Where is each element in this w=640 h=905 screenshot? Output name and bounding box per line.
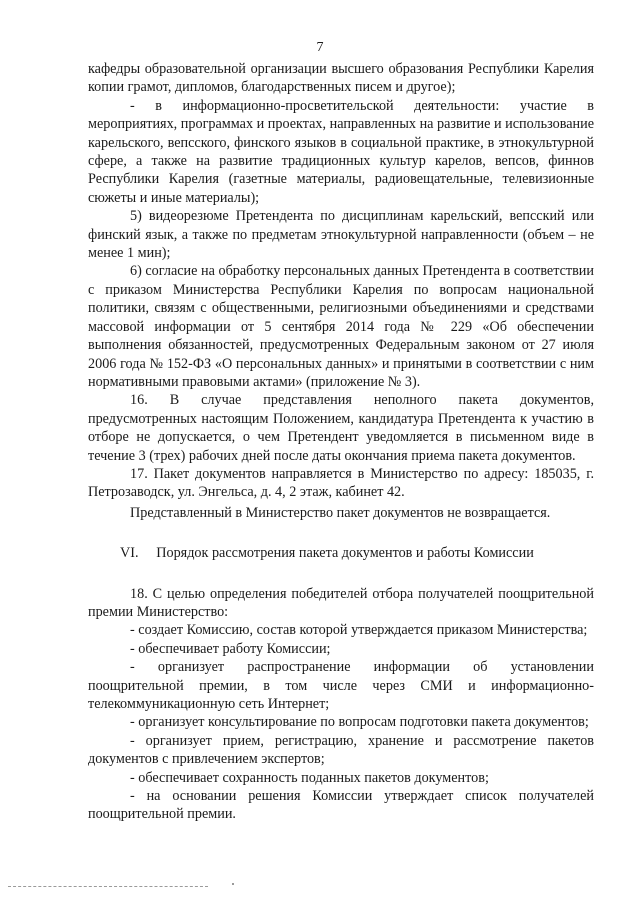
- paragraph-16: 16. В случае представления неполного пакета документов, предусмотренных настоящим Положением, кандидатура Претендента к участию в отборе не допускается, о чем Претендент уведомляется в письменном виде в течение 3 (трех) рабочих дней после даты окончания приема пакета документов.: [88, 392, 594, 464]
- paragraph-continuation: кафедры образовательной организации высшего образования Республики Карелия копии грамот, дипломов, благодарственных писем и другое);: [88, 61, 594, 96]
- paragraph-info-activity: - в информационно-просветительской деятельности: участие в мероприятиях, программах и проектах, направленных на развитие и использование карельского, вепсского, финского языков в социальной практике, в этнокультурной сфере, а также на развитие традиционных культур карелов, вепсов, финнов Республики Карелия (газетные материалы, радиовещательные, телевизионные сюжеты и иные материалы);: [88, 97, 594, 206]
- paragraph-not-returned: Представленный в Министерство пакет документов не возвращается.: [130, 504, 551, 521]
- scan-edge-mark: [232, 883, 234, 885]
- paragraph-18: 18. С целью определения победителей отбора получателей поощрительной премии Министерство:: [88, 585, 594, 620]
- document-body: [88, 60, 594, 824]
- list-item-reception: - организует прием, регистрацию, хранение и рассмотрение пакетов документов с привлечением экспертов;: [88, 732, 594, 768]
- list-item-consulting: - организует консультирование по вопросам подготовки пакета документов;: [130, 714, 589, 731]
- list-item-create-commission: - создает Комиссию, состав которой утверждается приказом Министерства;: [130, 622, 588, 639]
- list-item-safekeeping: - обеспечивает сохранность поданных пакетов документов;: [130, 769, 489, 786]
- list-item-ensure-work: - обеспечивает работу Комиссии;: [130, 640, 331, 657]
- paragraph-17: 17. Пакет документов направляется в Министерство по адресу: 185035, г. Петрозаводск, ул. Энгельса, д. 4, 2 этаж, кабинет 42.: [88, 465, 594, 501]
- paragraph-item-6: 6) согласие на обработку персональных данных Претендента в соответствии с приказом Министерства Республики Карелия по вопросам национальной политики, связям с общественными, религиозными объединениями и средствами массовой информации от 5 сентября 2014 года № 229 «Об обеспечении выполнения обязанностей, предусмотренных Федеральным законом от 27 июля 2006 года № 152-ФЗ «О персональных данных» и принятыми в соответствии с ним нормативными правовыми актами» (приложение № 3).: [88, 263, 594, 390]
- paragraph-item-5: 5) видеорезюме Претендента по дисциплинам карельский, вепсский или финский язык, а также по предметам этнокультурной направленности (объем – не менее 1 мин);: [88, 208, 594, 262]
- list-item-distribute-info: - организует распространение информации об установлении поощрительной премии, в том числе через СМИ и информационно-телекоммуникационную сеть Интернет;: [88, 659, 594, 712]
- scan-edge-line: [8, 886, 208, 887]
- list-item-approve-list: - на основании решения Комиссии утверждает список получателей поощрительной премии.: [88, 788, 594, 823]
- section-heading-vi: VI. Порядок рассмотрения пакета документов и работы Комиссии: [120, 545, 534, 562]
- page-number: 7: [316, 40, 324, 55]
